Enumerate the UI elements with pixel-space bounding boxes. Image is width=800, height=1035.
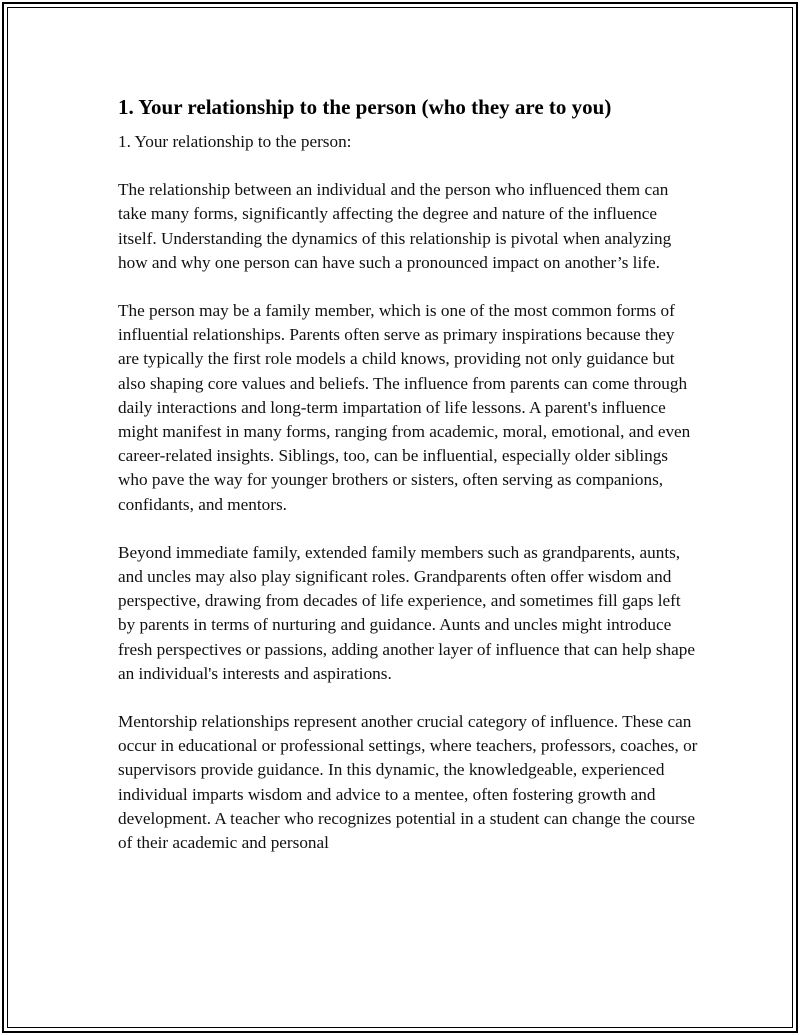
paragraph-mentorship: Mentorship relationships represent another crucial category of influence. These can occur in educational or professional settings, where teachers, professors, coaches, or supervisors provide guidance. In this dynamic, the knowledgeable, experienced individual imparts wisdom and advice to a mentee, often fostering growth and development. A teacher who recognizes potential in a student can change the course of their academic and personal — [118, 712, 698, 853]
subheading: 1. Your relationship to the person: — [118, 132, 352, 151]
paragraph-family-member: The person may be a family member, which is one of the most common forms of influential relationships. Parents often serve as primary inspirations because they are typically the first role models a child knows, providing not only guidance but also shaping core values and beliefs. The influence from parents can come through daily interactions and long-term impartation of life lessons. A parent's influence might manifest in many forms, ranging from academic, moral, emotional, and even career-related insights. Siblings, too, can be influential, especially older siblings who pave the way for younger brothers or sisters, often serving as companions, confidants, and mentors. — [118, 301, 691, 514]
document-body — [118, 93, 698, 879]
paragraph-extended-family: Beyond immediate family, extended family members such as grandparents, aunts, and uncles may also play significant roles. Grandparents often offer wisdom and perspective, drawing from decades of life experience, and sometimes fill gaps left by parents in terms of nurturing and guidance. Aunts and uncles might introduce fresh perspectives or passions, adding another layer of influence that can help shape an individual's interests and aspirations. — [118, 542, 696, 683]
paragraph-relationship-intro: The relationship between an individual and the person who influenced them can take many forms, significantly affecting the degree and nature of the influence itself. Understanding the dynamics of this relationship is pivotal when analyzing how and why one person can have such a pronounced impact on another’s life. — [118, 180, 672, 272]
section-heading: 1. Your relationship to the person (who they are to you) — [118, 95, 612, 119]
